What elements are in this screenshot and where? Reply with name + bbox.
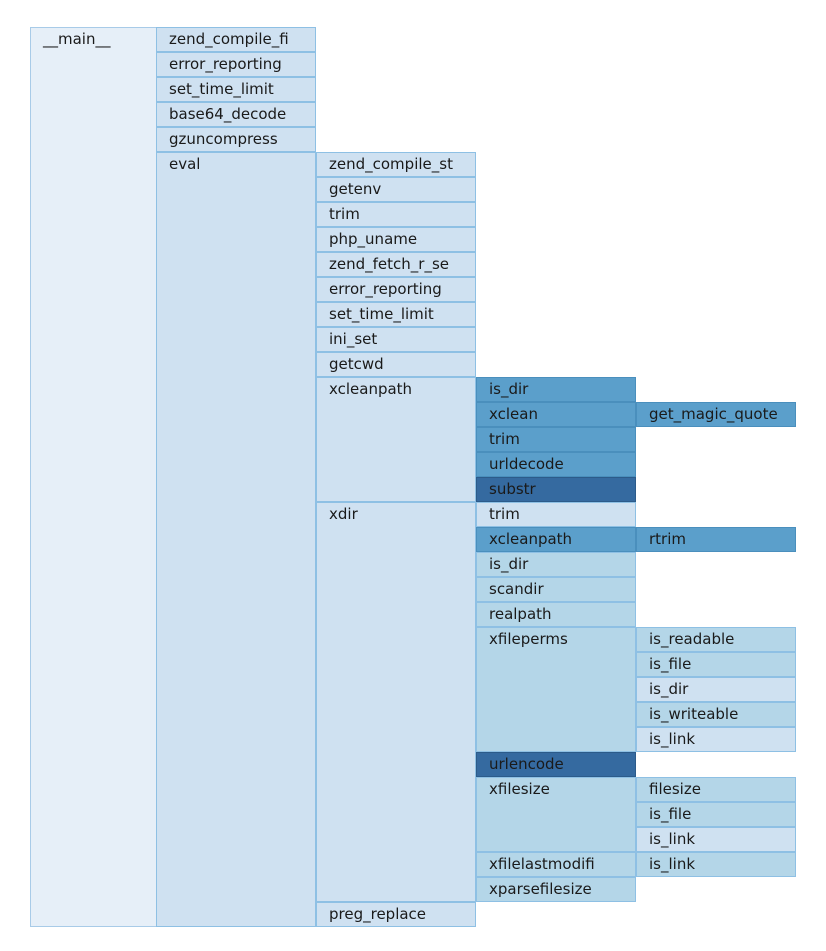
node-xfilesize[interactable]: xfilesize — [476, 777, 636, 852]
node-get-magic-quote[interactable]: get_magic_quote — [636, 402, 796, 427]
node-error-reporting[interactable]: error_reporting — [316, 277, 476, 302]
node-xcleanpath[interactable]: xcleanpath — [316, 377, 476, 502]
node-set-time-limit[interactable]: set_time_limit — [156, 77, 316, 102]
node-trim[interactable]: trim — [476, 427, 636, 452]
node-is-dir[interactable]: is_dir — [476, 552, 636, 577]
node-xfilelastmodifi[interactable]: xfilelastmodifi — [476, 852, 636, 877]
node-is-readable[interactable]: is_readable — [636, 627, 796, 652]
node-urldecode[interactable]: urldecode — [476, 452, 636, 477]
node-xcleanpath[interactable]: xcleanpath — [476, 527, 636, 552]
node-is-file[interactable]: is_file — [636, 652, 796, 677]
node-set-time-limit[interactable]: set_time_limit — [316, 302, 476, 327]
node-zend-compile-st[interactable]: zend_compile_st — [316, 152, 476, 177]
node-is-link[interactable]: is_link — [636, 827, 796, 852]
node-trim[interactable]: trim — [476, 502, 636, 527]
node-php-uname[interactable]: php_uname — [316, 227, 476, 252]
node-is-file[interactable]: is_file — [636, 802, 796, 827]
node-urlencode[interactable]: urlencode — [476, 752, 636, 777]
node-xparsefilesize[interactable]: xparsefilesize — [476, 877, 636, 902]
node-preg-replace[interactable]: preg_replace — [316, 902, 476, 927]
node-xfileperms[interactable]: xfileperms — [476, 627, 636, 752]
node-realpath[interactable]: realpath — [476, 602, 636, 627]
node-is-link[interactable]: is_link — [636, 852, 796, 877]
node-filesize[interactable]: filesize — [636, 777, 796, 802]
node-eval[interactable]: eval — [156, 152, 316, 927]
node-xclean[interactable]: xclean — [476, 402, 636, 427]
node-getenv[interactable]: getenv — [316, 177, 476, 202]
node-ini-set[interactable]: ini_set — [316, 327, 476, 352]
node-getcwd[interactable]: getcwd — [316, 352, 476, 377]
node-zend-compile-fi[interactable]: zend_compile_fi — [156, 27, 316, 52]
node-substr[interactable]: substr — [476, 477, 636, 502]
node-xdir[interactable]: xdir — [316, 502, 476, 902]
node-scandir[interactable]: scandir — [476, 577, 636, 602]
node-is-writeable[interactable]: is_writeable — [636, 702, 796, 727]
node-is-dir[interactable]: is_dir — [636, 677, 796, 702]
node-gzuncompress[interactable]: gzuncompress — [156, 127, 316, 152]
node-zend-fetch-r-se[interactable]: zend_fetch_r_se — [316, 252, 476, 277]
node-rtrim[interactable]: rtrim — [636, 527, 796, 552]
node-is-dir[interactable]: is_dir — [476, 377, 636, 402]
node-trim[interactable]: trim — [316, 202, 476, 227]
node-is-link[interactable]: is_link — [636, 727, 796, 752]
node-base64-decode[interactable]: base64_decode — [156, 102, 316, 127]
node-error-reporting[interactable]: error_reporting — [156, 52, 316, 77]
node---main--[interactable]: __main__ — [30, 27, 190, 927]
